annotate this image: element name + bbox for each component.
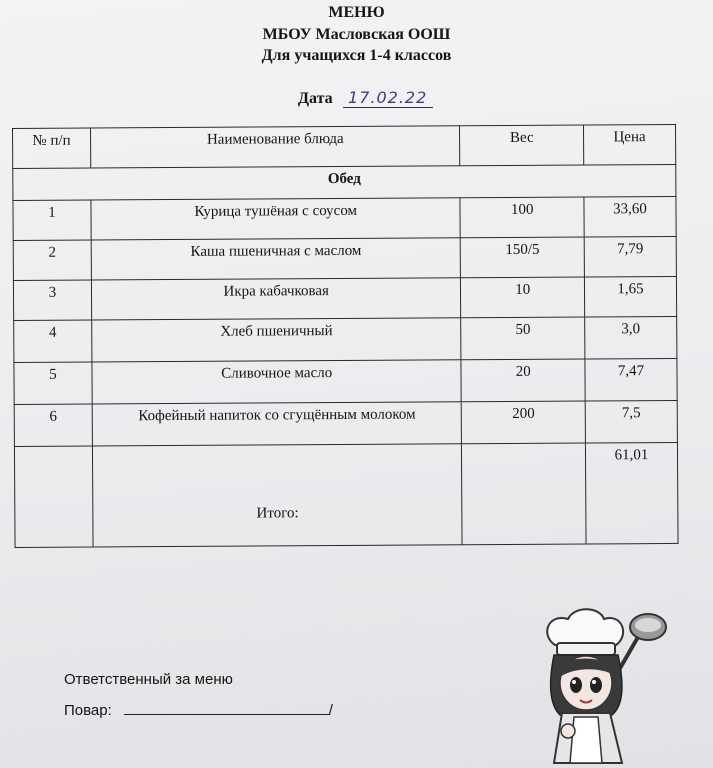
row-number: 4 bbox=[14, 320, 92, 362]
total-label: Итого: bbox=[92, 444, 462, 547]
menu-table bbox=[12, 124, 679, 548]
section-row bbox=[13, 164, 676, 200]
dish-name: Каша пшеничная с маслом bbox=[91, 238, 461, 280]
dish-name: Икра кабачковая bbox=[91, 278, 461, 320]
table-row bbox=[14, 358, 677, 404]
table-header-row bbox=[13, 124, 676, 168]
table-row bbox=[13, 276, 676, 320]
date-value: 17.02.22 bbox=[343, 88, 433, 108]
dish-weight: 20 bbox=[461, 359, 585, 402]
school-name: МБОУ Масловская ООШ bbox=[262, 26, 451, 43]
col-price-header: Цена bbox=[583, 124, 675, 165]
cook-label: Повар: bbox=[64, 702, 112, 719]
table-row bbox=[13, 236, 676, 280]
col-name-header: Наименование блюда bbox=[90, 126, 460, 168]
date-label: Дата bbox=[298, 90, 333, 107]
total-empty-cell bbox=[14, 446, 93, 547]
row-number: 2 bbox=[13, 240, 91, 280]
dish-price: 3,0 bbox=[585, 316, 677, 359]
row-number: 6 bbox=[14, 404, 92, 446]
dish-name: Хлеб пшеничный bbox=[92, 318, 462, 362]
table-row bbox=[13, 196, 676, 240]
cook-separator: / bbox=[328, 702, 333, 719]
cook-row bbox=[64, 700, 333, 719]
audience-line: Для учащихся 1-4 классов bbox=[261, 47, 452, 64]
total-value: 61,01 bbox=[585, 442, 678, 544]
row-number: 3 bbox=[13, 280, 91, 320]
menu-title: МЕНЮ bbox=[328, 4, 385, 21]
responsible-label: Ответственный за меню bbox=[64, 671, 233, 688]
total-row bbox=[14, 442, 678, 547]
dish-price: 7,5 bbox=[585, 400, 677, 443]
chef-girl-with-ladle-icon bbox=[530, 605, 680, 765]
col-number-header: № п/п bbox=[13, 128, 91, 168]
dish-weight: 10 bbox=[461, 277, 585, 318]
dish-weight: 100 bbox=[460, 197, 584, 238]
dish-weight: 50 bbox=[461, 317, 585, 360]
table-row bbox=[14, 400, 677, 446]
section-label: Обед bbox=[13, 164, 676, 200]
dish-price: 7,47 bbox=[585, 358, 677, 401]
dish-weight: 200 bbox=[462, 401, 586, 444]
table-row bbox=[14, 316, 677, 362]
dish-name: Кофейный напиток со сгущённым молоком bbox=[92, 402, 462, 446]
dish-price: 33,60 bbox=[584, 196, 676, 237]
dish-price: 7,79 bbox=[584, 236, 676, 277]
dish-weight: 150/5 bbox=[461, 237, 585, 278]
row-number: 5 bbox=[14, 362, 92, 404]
total-weight-cell bbox=[462, 443, 586, 545]
col-weight-header: Вес bbox=[460, 125, 584, 166]
dish-price: 1,65 bbox=[584, 276, 676, 317]
dish-name: Курица тушёная с соусом bbox=[91, 198, 461, 240]
row-number: 1 bbox=[13, 200, 91, 240]
dish-name: Сливочное масло bbox=[92, 360, 462, 404]
date-row bbox=[298, 88, 433, 108]
cook-signature-line bbox=[124, 700, 329, 715]
